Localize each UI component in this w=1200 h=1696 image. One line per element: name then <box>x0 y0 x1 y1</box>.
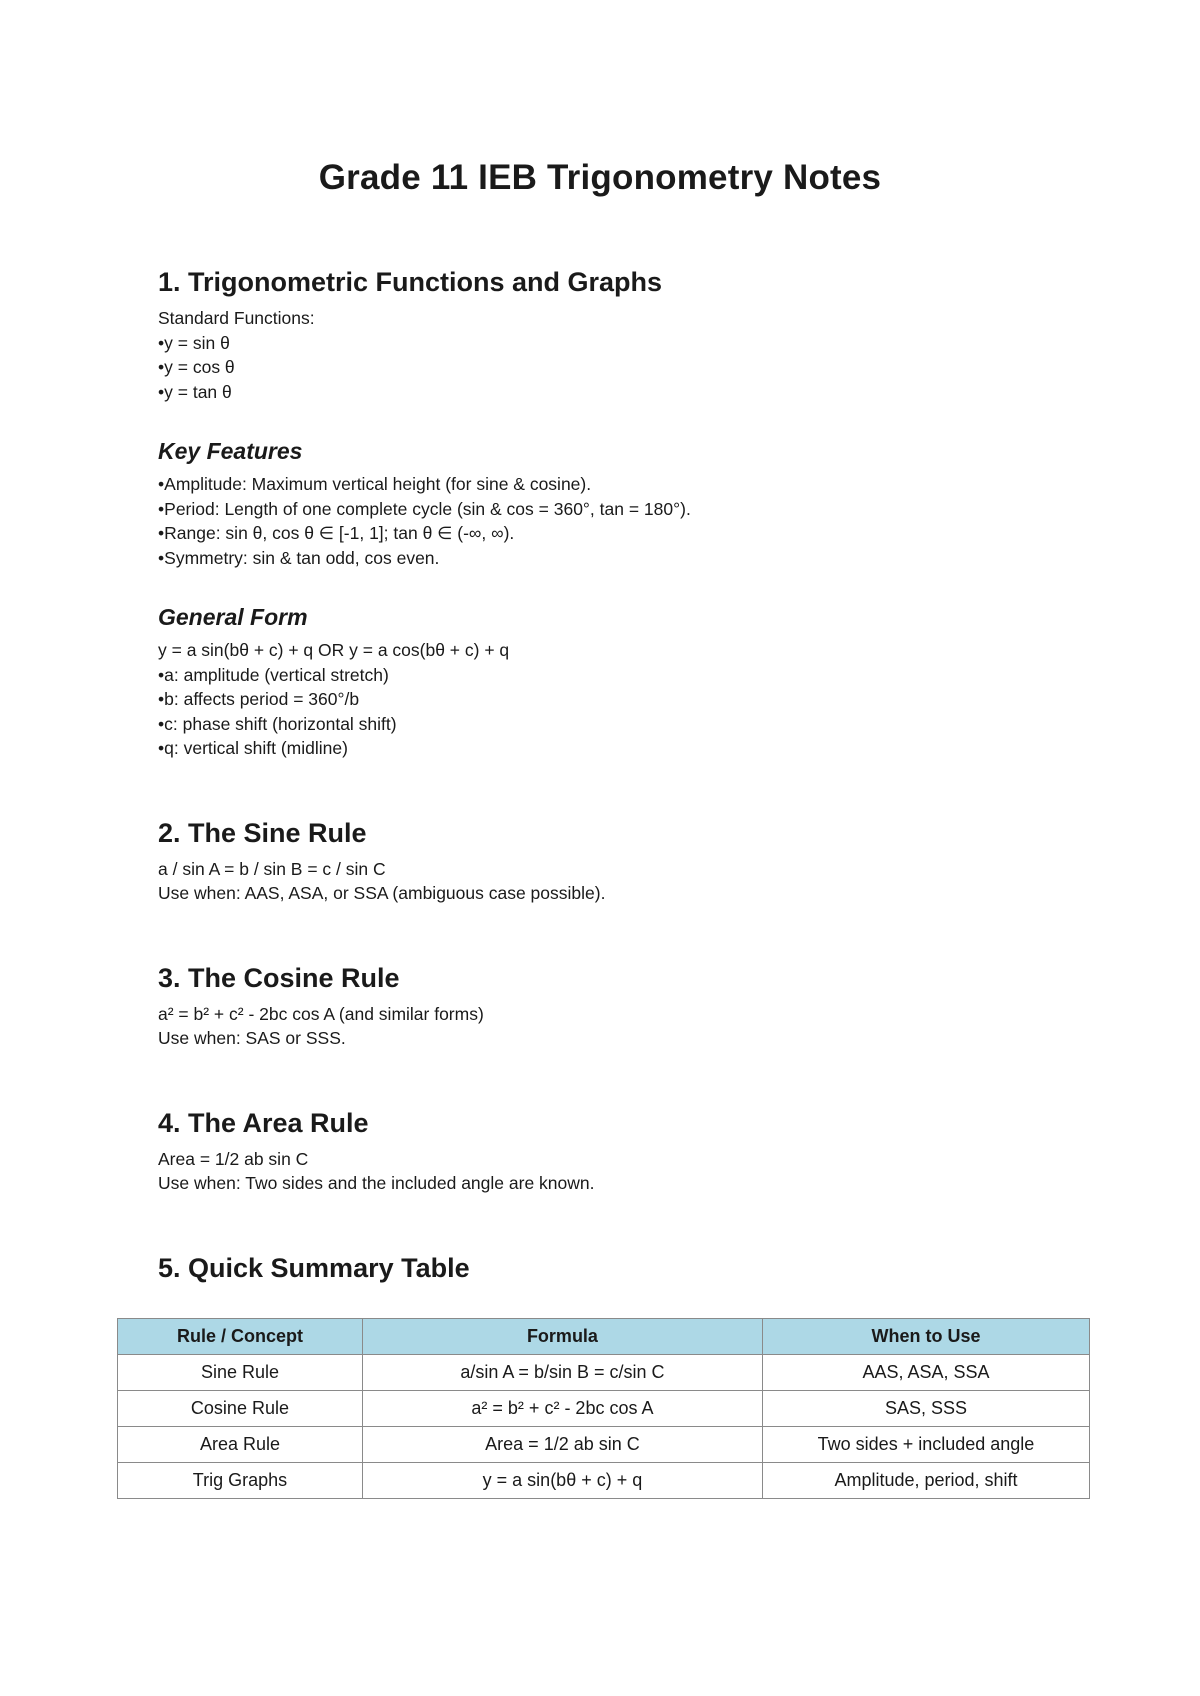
column-header-formula: Formula <box>362 1319 762 1355</box>
list-item: • y = cos θ <box>158 355 1098 380</box>
subheading-key-features: Key Features <box>158 438 303 464</box>
general-form-formula: y = a sin(bθ + c) + q OR y = a cos(bθ + c) + q <box>158 640 510 660</box>
section-heading-trig-functions: 1. Trigonometric Functions and Graphs <box>158 267 663 297</box>
list-item: • b: affects period = 360°/b <box>158 687 1098 712</box>
standard-functions-label: Standard Functions: <box>158 308 315 328</box>
list-item: • Period: Length of one complete cycle (sin & cos = 360°, tan = 180°). <box>158 497 1098 522</box>
document-body <box>158 262 1098 1292</box>
table-cell: AAS, ASA, SSA <box>762 1355 1089 1391</box>
table-row <box>118 1427 1090 1463</box>
table-cell: Cosine Rule <box>118 1391 363 1427</box>
table-cell: a² = b² + c² - 2bc cos A <box>362 1391 762 1427</box>
table-cell: y = a sin(bθ + c) + q <box>362 1463 762 1499</box>
sine-rule-formula: a / sin A = b / sin B = c / sin C <box>158 858 386 879</box>
table-row <box>118 1463 1090 1499</box>
subheading-general-form: General Form <box>158 604 308 630</box>
list-item: • Range: sin θ, cos θ ∈ [-1, 1]; tan θ ∈ (-∞, ∞). <box>158 521 1098 546</box>
section-heading-area-rule: 4. The Area Rule <box>158 1107 369 1138</box>
summary-table <box>117 1318 1090 1499</box>
area-rule-formula: Area = 1/2 ab sin C <box>158 1148 309 1169</box>
column-header-when-to-use: When to Use <box>762 1319 1089 1355</box>
list-item: • y = sin θ <box>158 331 1098 356</box>
sine-rule-usage: Use when: AAS, ASA, or SSA (ambiguous case possible). <box>158 883 606 903</box>
list-item: • Amplitude: Maximum vertical height (for sine & cosine). <box>158 472 1098 497</box>
table-row <box>118 1391 1090 1427</box>
area-rule-usage: Use when: Two sides and the included angle are known. <box>158 1173 595 1193</box>
section-heading-sine-rule: 2. The Sine Rule <box>158 817 367 848</box>
table-cell: a/sin A = b/sin B = c/sin C <box>362 1355 762 1391</box>
table-cell: SAS, SSS <box>762 1391 1089 1427</box>
list-item: • Symmetry: sin & tan odd, cos even. <box>158 546 1098 571</box>
table-cell: Two sides + included angle <box>762 1427 1089 1463</box>
list-item: • q: vertical shift (midline) <box>158 736 1098 761</box>
table-cell: Area Rule <box>118 1427 363 1463</box>
table-row <box>118 1355 1090 1391</box>
table-cell: Area = 1/2 ab sin C <box>362 1427 762 1463</box>
cosine-rule-usage: Use when: SAS or SSS. <box>158 1028 346 1048</box>
cosine-rule-formula: a² = b² + c² - 2bc cos A (and similar forms) <box>158 1003 484 1024</box>
section-heading-cosine-rule: 3. The Cosine Rule <box>158 962 400 993</box>
section-heading-summary-table: 5. Quick Summary Table <box>158 1252 470 1283</box>
column-header-rule: Rule / Concept <box>118 1319 363 1355</box>
table-cell: Sine Rule <box>118 1355 363 1391</box>
table-header-row <box>118 1319 1090 1355</box>
document-title: Grade 11 IEB Trigonometry Notes <box>318 158 882 197</box>
table-cell: Trig Graphs <box>118 1463 363 1499</box>
list-item: • c: phase shift (horizontal shift) <box>158 712 1098 737</box>
table-cell: Amplitude, period, shift <box>762 1463 1089 1499</box>
list-item: • a: amplitude (vertical stretch) <box>158 663 1098 688</box>
list-item: • y = tan θ <box>158 380 1098 405</box>
